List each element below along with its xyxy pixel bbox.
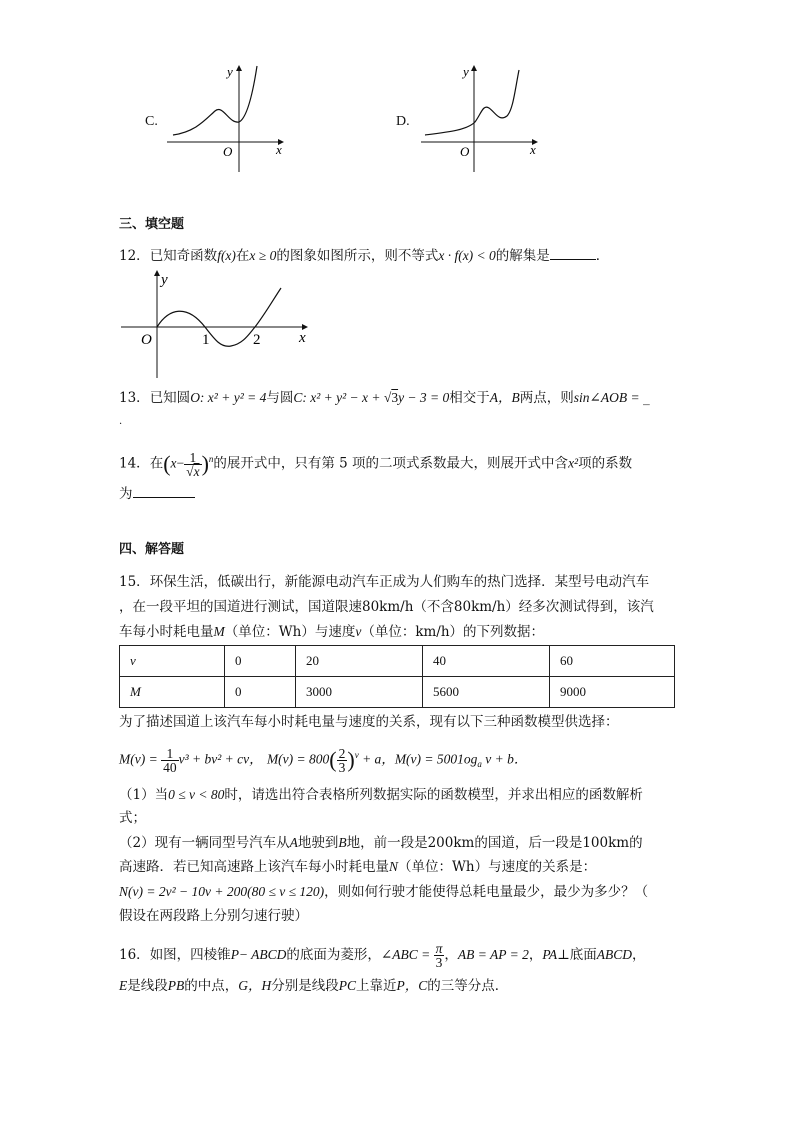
question-15-part-1: （1）当0 ≤ v < 80时，请选出符合表格所列数据实际的函数模型，并求出相应的函数解析 (119, 787, 643, 803)
question-15-part-2-line-3: N(v) = 2v² − 10v + 200(80 ≤ v ≤ 120)，则如何行驶才能使得总耗电量最少，最少为多少？（ (119, 884, 649, 900)
table-row (120, 677, 675, 708)
question-15-part-2: （2）现有一辆同型号汽车从A地驶到B地，前一段是200km的国道，后一段是100km的 (119, 835, 643, 851)
data-table (119, 645, 675, 708)
graph-12-y-label: y (161, 272, 168, 288)
option-c-label: C. (145, 114, 158, 129)
table-cell: 9000 (550, 677, 675, 708)
table-cell: 60 (550, 646, 675, 677)
question-13: 13．已知圆O: x² + y² = 4与圆C: x² + y² − x + √3y − 3 = 0相交于A，B两点，则sin∠AOB = _ (119, 390, 650, 406)
question-15-part-2-line-2: 高速路．若已知高速路上该汽车每小时耗电量N（单位：Wh）与速度的关系是： (119, 859, 597, 875)
graph-d-origin-label: O (460, 144, 470, 159)
table-cell: v (120, 646, 225, 677)
graph-c-x-label: x (276, 142, 282, 157)
table-cell: 20 (296, 646, 423, 677)
question-14: 14．在(x− $\frac{1}{√x}$ )$^n$的展开式中，只有第 5 项的二项式系数最大，则展开式中含x²项的系数 (119, 449, 633, 479)
graph-option-d (419, 62, 544, 174)
question-13-continuation: . (119, 416, 123, 427)
question-16-line-1: 16．如图，四棱锥P− ABCD的底面为菱形，∠ABC = $\frac{\pi}{3}$ ，AB = AP = 2，PA⊥底面ABCD， (119, 941, 646, 970)
question-15-models: M(v) = $\frac{1}{40}$ v³ + bv² + cv， M(v) = 800( $\frac{2}{3}$ )$^v$ + a，$M(v) = 5001og_a$ v + b． (119, 745, 528, 775)
table-cell: 40 (423, 646, 550, 677)
graph-12-x-label: x (299, 330, 306, 346)
question-14-continuation: 为 (119, 484, 195, 504)
question-15-line-4: 为了描述国道上该汽车每小时耗电量与速度的关系，现有以下三种函数模型供选择： (119, 714, 619, 730)
question-12: 12．已知奇函数f(x)在x ≥ 0的图象如图所示，则不等式x · f(x) < 0的解集是 ． (119, 248, 610, 264)
question-15-line-3: 车每小时耗电量M（单位：Wh）与速度v（单位：km/h）的下列数据： (119, 624, 545, 640)
graph-12-tick-2: 2 (253, 332, 261, 348)
section-4-heading: 四、解答题 (119, 542, 185, 557)
table-cell: 0 (225, 646, 296, 677)
graph-d-y-label: y (463, 64, 469, 79)
table-cell: 5600 (423, 677, 550, 708)
question-15-line-2: ，在一段平坦的国道进行测试，国道限速80km/h（不含80km/h）经多次测试得到，该汽 (119, 599, 654, 615)
graph-c-y-label: y (227, 64, 233, 79)
question-15-line-1: 15．环保生活，低碳出行，新能源电动汽车正成为人们购车的热门选择．某型号电动汽车 (119, 574, 650, 590)
answer-blank-12 (550, 247, 596, 260)
table-row (120, 646, 675, 677)
graph-c-origin-label: O (223, 144, 233, 159)
question-15-part-1-cont: 式； (119, 810, 146, 826)
graph-12-tick-1: 1 (202, 332, 210, 348)
section-3-heading: 三、填空题 (119, 217, 185, 232)
graph-d-x-label: x (530, 142, 536, 157)
option-d-label: D. (396, 114, 410, 129)
answer-blank-14 (133, 485, 195, 498)
table-cell: M (120, 677, 225, 708)
question-16-line-2: E是线段PB的中点，G，H分别是线段PC上靠近P，C的三等分点． (119, 978, 509, 994)
table-cell: 3000 (296, 677, 423, 708)
graph-12-origin-label: O (141, 332, 152, 348)
graph-option-c (165, 62, 290, 174)
question-15-part-2-line-4: 假设在两段路上分别匀速行驶） (119, 908, 308, 924)
graph-question-12 (119, 268, 314, 380)
table-cell: 0 (225, 677, 296, 708)
